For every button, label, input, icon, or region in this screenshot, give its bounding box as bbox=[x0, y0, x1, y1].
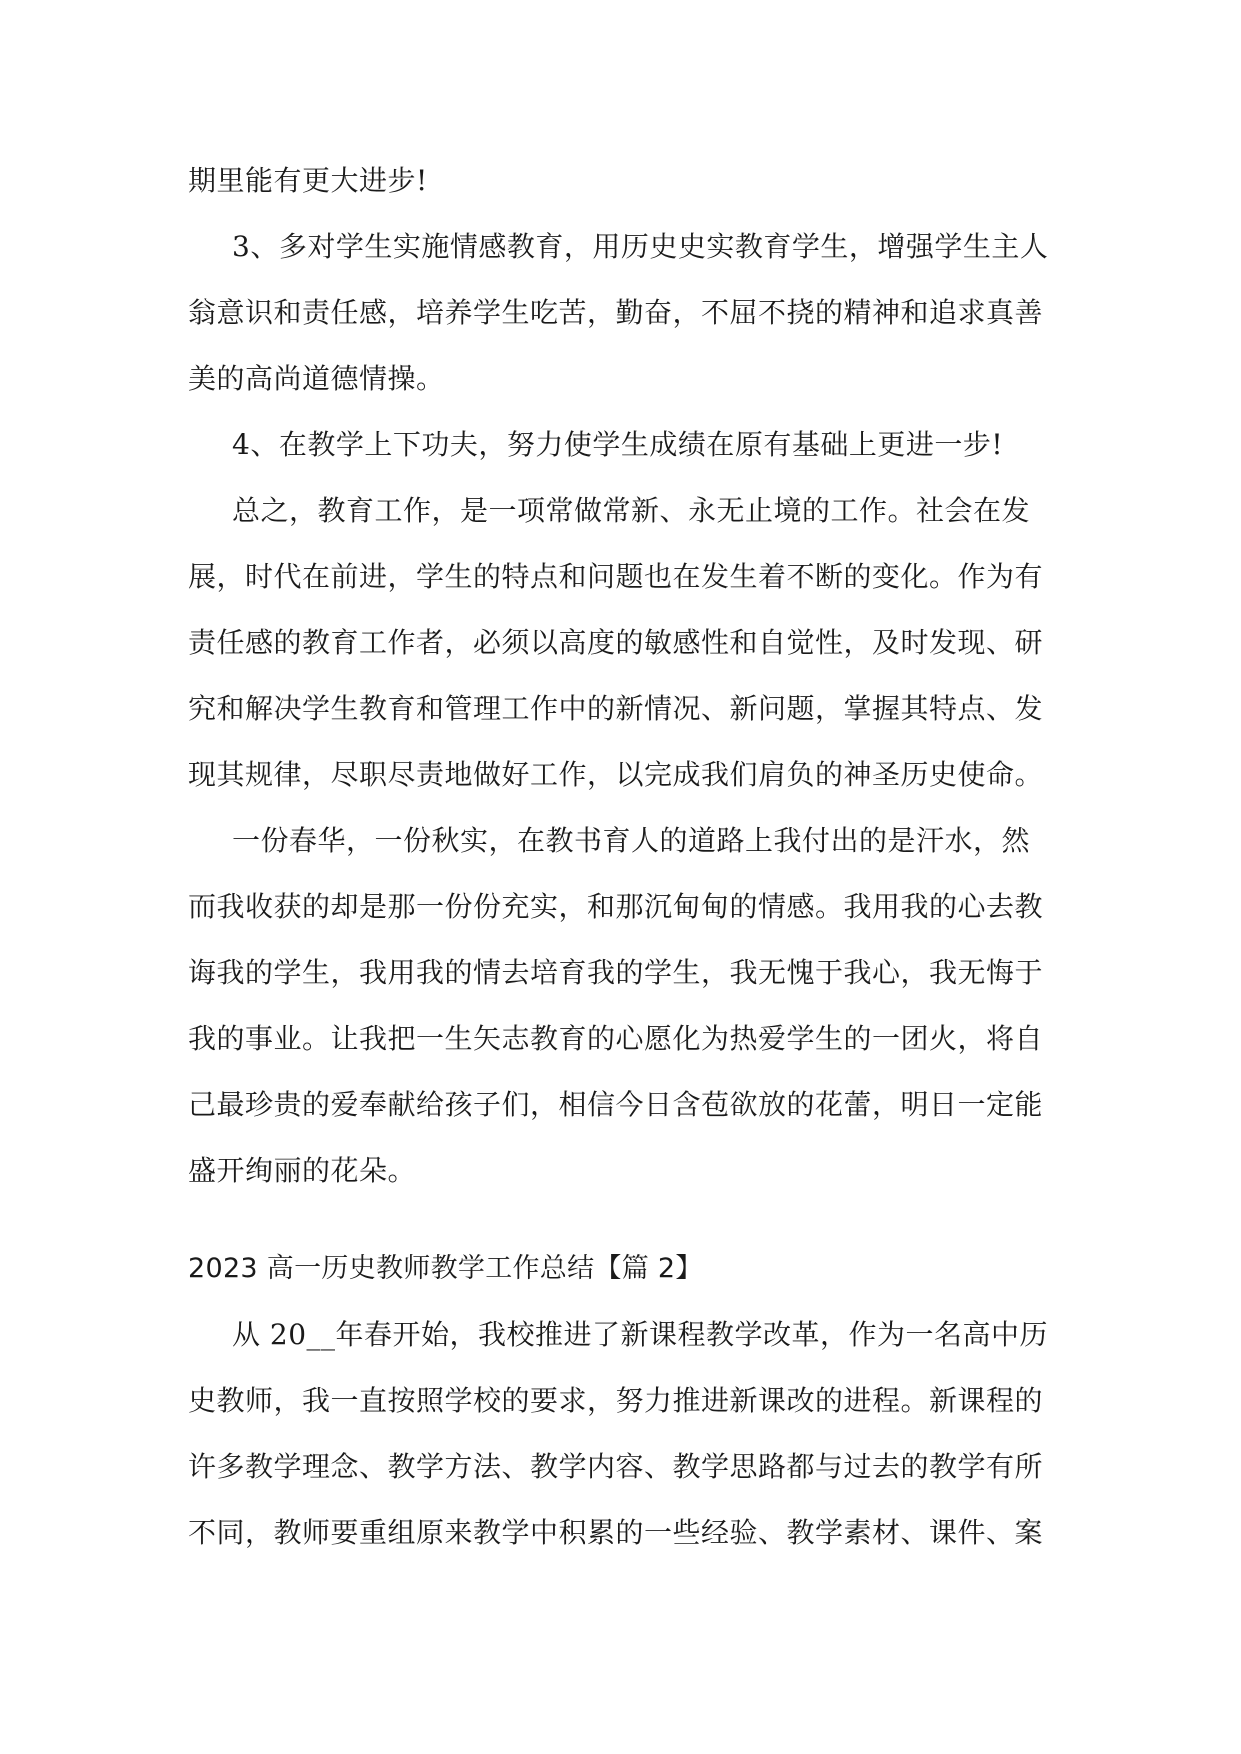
text-line: 总之，教育工作，是一项常做常新、永无止境的工作。社会在发 bbox=[232, 494, 1031, 527]
text-line: 美的高尚道德情操。 bbox=[188, 362, 445, 395]
text-line: 翁意识和责任感，培养学生吃苦，勤奋，不屈不挠的精神和追求真善 bbox=[188, 296, 1044, 329]
section-heading: 2023 高一历史教师教学工作总结【篇 2】 bbox=[188, 1253, 703, 1284]
text-line: 从 20__年春开始，我校推进了新课程教学改革，作为一名高中历 bbox=[232, 1318, 1049, 1351]
text-line: 我的事业。让我把一生矢志教育的心愿化为热爱学生的一团火，将自 bbox=[188, 1022, 1044, 1055]
text-line: 盛开绚丽的花朵。 bbox=[188, 1154, 417, 1187]
text-line: 责任感的教育工作者，必须以高度的敏感性和自觉性，及时发现、研 bbox=[188, 626, 1044, 659]
text-line: 展，时代在前进，学生的特点和问题也在发生着不断的变化。作为有 bbox=[188, 560, 1044, 593]
text-line: 诲我的学生，我用我的情去培育我的学生，我无愧于我心，我无悔于 bbox=[188, 956, 1044, 989]
section-heading-block bbox=[188, 1236, 1058, 1302]
text-line: 而我收获的却是那一份份充实，和那沉甸甸的情感。我用我的心去教 bbox=[188, 890, 1044, 923]
text-line: 期里能有更大进步! bbox=[188, 164, 428, 197]
text-line: 不同，教师要重组原来教学中积累的一些经验、教学素材、课件、案 bbox=[188, 1516, 1044, 1549]
text-line: 现其规律，尽职尽责地做好工作，以完成我们肩负的神圣历史使命。 bbox=[188, 758, 1044, 791]
text-line: 己最珍贵的爱奉献给孩子们，相信今日含苞欲放的花蕾，明日一定能 bbox=[188, 1088, 1044, 1121]
top-text-block bbox=[188, 148, 1058, 1204]
bottom-text-block bbox=[188, 1302, 1058, 1566]
text-line: 史教师，我一直按照学校的要求，努力推进新课改的进程。新课程的 bbox=[188, 1384, 1044, 1417]
text-line: 3、多对学生实施情感教育，用历史史实教育学生，增强学生主人 bbox=[232, 230, 1049, 263]
text-line: 一份春华，一份秋实，在教书育人的道路上我付出的是汗水，然 bbox=[232, 824, 1031, 857]
text-line: 究和解决学生教育和管理工作中的新情况、新问题，掌握其特点、发 bbox=[188, 692, 1044, 725]
text-line: 4、在教学上下功夫，努力使学生成绩在原有基础上更进一步! bbox=[232, 428, 1004, 461]
text-line: 许多教学理念、教学方法、教学内容、教学思路都与过去的教学有所 bbox=[188, 1450, 1044, 1483]
